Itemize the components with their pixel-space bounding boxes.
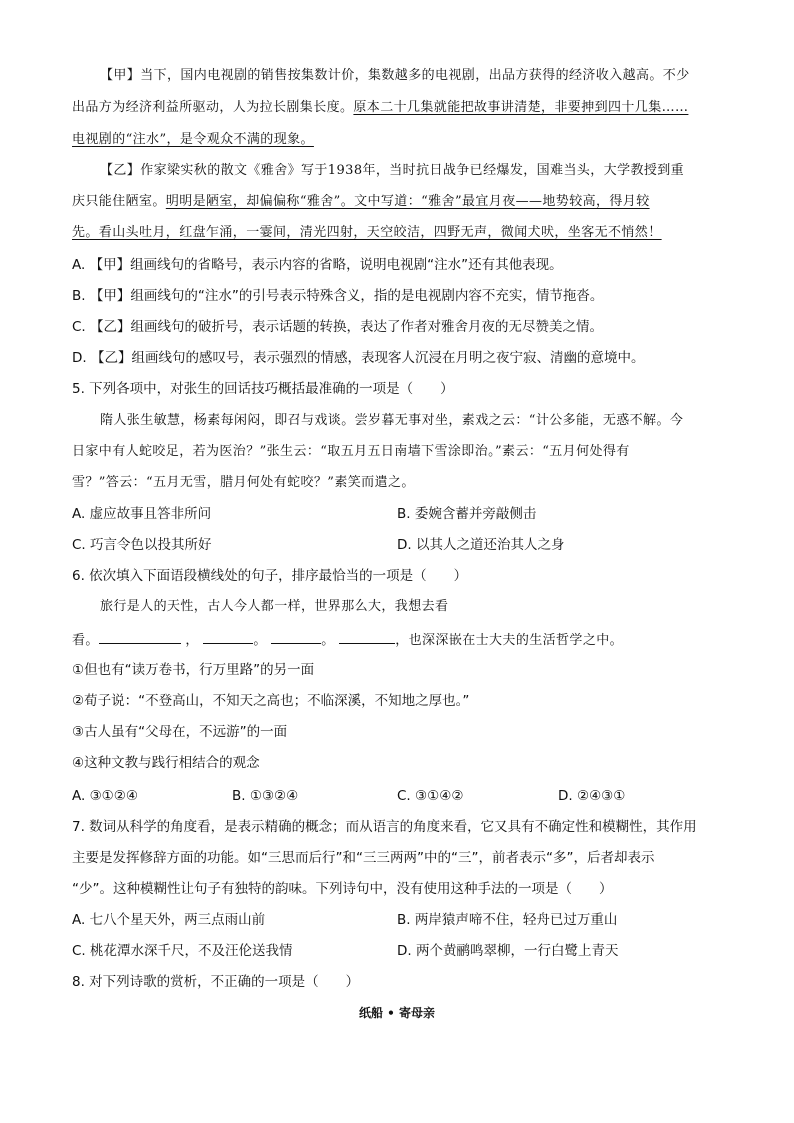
passage-yi-text: 庆只能住陋室。 xyxy=(72,194,166,209)
q4-option-c: C. 【乙】组画线句的破折号，表示话题的转换，表达了作者对雅舍月夜的无尽赞美之情。 xyxy=(72,319,604,335)
q4-option-b: B. 【甲】组画线句的“注水”的引号表示特殊含义，指的是电视剧内容不充实，情节拖沓。 xyxy=(72,288,604,304)
q6-passage-start: 看。 xyxy=(72,633,99,648)
q5-passage-line-1: 隋人张生敏慧，杨素每闲闷，即召与戏谈。尝岁暮无事对坐，素戏之云：“计公多能，无惑不解。今 xyxy=(100,413,684,428)
q5-option-d: D. 以其人之道还治其人之身 xyxy=(397,537,565,553)
q7-option-b: B. 两岸猿声啼不住，轻舟已过万重山 xyxy=(397,912,618,928)
passage-jia-text: 出品方为经济利益所驱动，人为拉长剧集长度。 xyxy=(72,100,354,115)
q6-sentence-1: ①但也有“读万卷书，行万里路”的另一面 xyxy=(72,662,315,678)
q6-stem: 6. 依次填入下面语段横线处的句子，排序最恰当的一项是（ ） xyxy=(72,568,468,584)
q6-option-b: B. ①③②④ xyxy=(232,788,299,804)
passage-jia-line-3: 电视剧的“注水”，是令观众不满的现象。 xyxy=(72,132,314,147)
q6-sentence-2: ②荀子说：“不登高山，不知天之高也；不临深溪，不知地之厚也。” xyxy=(72,693,470,709)
passage-jia-line-2 xyxy=(72,98,688,118)
passage-jia-underlined: 原本二十几集就能把故事讲清楚，非要抻到四十几集…… xyxy=(353,100,689,115)
q6-option-d: D. ②④③① xyxy=(558,788,626,804)
passage-yi-line-2 xyxy=(72,192,650,212)
q7-stem-line-2: 主要是发挥修辞方面的功能。如“三思而后行”和“三三两两”中的“三”，前者表示“多”，后者却表示 xyxy=(72,850,655,866)
passage-yi-underlined: 明明是陋室，却偏偏称“雅舍”。文中写道：“雅舍”最宜月夜——地势较高，得月较 xyxy=(165,194,650,209)
page-footer: 纸船 • 寄母亲 xyxy=(358,1006,436,1020)
q6-option-c: C. ③①④② xyxy=(397,788,464,804)
q5-passage-line-3: 雪？”答云：“五月无雪，腊月何处有蛇咬？”素笑而遣之。 xyxy=(72,475,415,490)
q7-option-a: A. 七八个星天外，两三点雨山前 xyxy=(72,912,266,928)
q6-blank-2 xyxy=(203,629,253,644)
q6-sentence-4: ④这种文教与践行相结合的观念 xyxy=(72,755,260,771)
q5-option-a: A. 虚应故事且答非所问 xyxy=(72,506,212,522)
q6-passage-line-2 xyxy=(72,629,623,651)
q7-option-c: C. 桃花潭水深千尺，不及汪伦送我情 xyxy=(72,943,293,959)
q6-passage-end: ，也深深嵌在士大夫的生活哲学之中。 xyxy=(395,633,624,648)
q7-stem-line-1: 7. 数词从科学的角度看，是表示精确的概念；而从语言的角度来看，它又具有不确定性和模糊性，其作用 xyxy=(72,819,697,835)
q6-blank-4 xyxy=(339,629,395,644)
q6-option-a: A. ③①②④ xyxy=(72,788,138,804)
passage-yi-line-1: 【乙】作家梁实秋的散文《雅舍》写于1938年，当时抗日战争已经爆发，国难当头，大学教授到重 xyxy=(100,163,685,178)
passage-yi-line-3: 先。看山头吐月，红盘乍涌，一霎间，清光四射，天空皎洁，四野无声，微闻犬吠，坐客无不悄然！ xyxy=(72,225,662,240)
q5-stem: 5. 下列各项中，对张生的回话技巧概括最准确的一项是（ ） xyxy=(72,381,454,397)
q5-option-b: B. 委婉含蓄并旁敲侧击 xyxy=(397,506,537,522)
q6-separator-2: 。 xyxy=(253,633,267,648)
q4-option-a: A. 【甲】组画线句的省略号，表示内容的省略，说明电视剧“注水”还有其他表现。 xyxy=(72,257,563,273)
q7-stem-line-3: “少”。这种模糊性让句子有独特的韵味。下列诗句中，没有使用这种手法的一项是（ ） xyxy=(72,881,613,897)
passage-jia-line-1: 【甲】当下，国内电视剧的销售按集数计价，集数越多的电视剧，出品方获得的经济收入越高。不少 xyxy=(100,68,690,83)
q5-option-c: C. 巧言令色以投其所好 xyxy=(72,537,212,553)
q6-separator-3: 。 xyxy=(321,633,335,648)
q6-sentence-3: ③古人虽有“父母在，不远游”的一面 xyxy=(72,724,288,740)
q6-blank-3 xyxy=(271,629,321,644)
q4-option-d: D. 【乙】组画线句的感叹号，表示强烈的情感，表现客人沉浸在月明之夜宁寂、清幽的意境中。 xyxy=(72,350,645,366)
q8-stem: 8. 对下列诗歌的赏析，不正确的一项是（ ） xyxy=(72,974,360,990)
q6-blank-1 xyxy=(99,629,181,644)
q7-option-d: D. 两个黄鹂鸣翠柳，一行白鹭上青天 xyxy=(397,943,619,959)
q6-passage-line-1: 旅行是人的天性，古人今人都一样，世界那么大，我想去看 xyxy=(100,599,449,614)
q5-passage-line-2: 日家中有人蛇咬足，若为医治？”张生云：“取五月五日南墙下雪涂即治。”素云：“五月何处得有 xyxy=(72,444,630,459)
q6-separator-1: ， xyxy=(185,633,199,648)
